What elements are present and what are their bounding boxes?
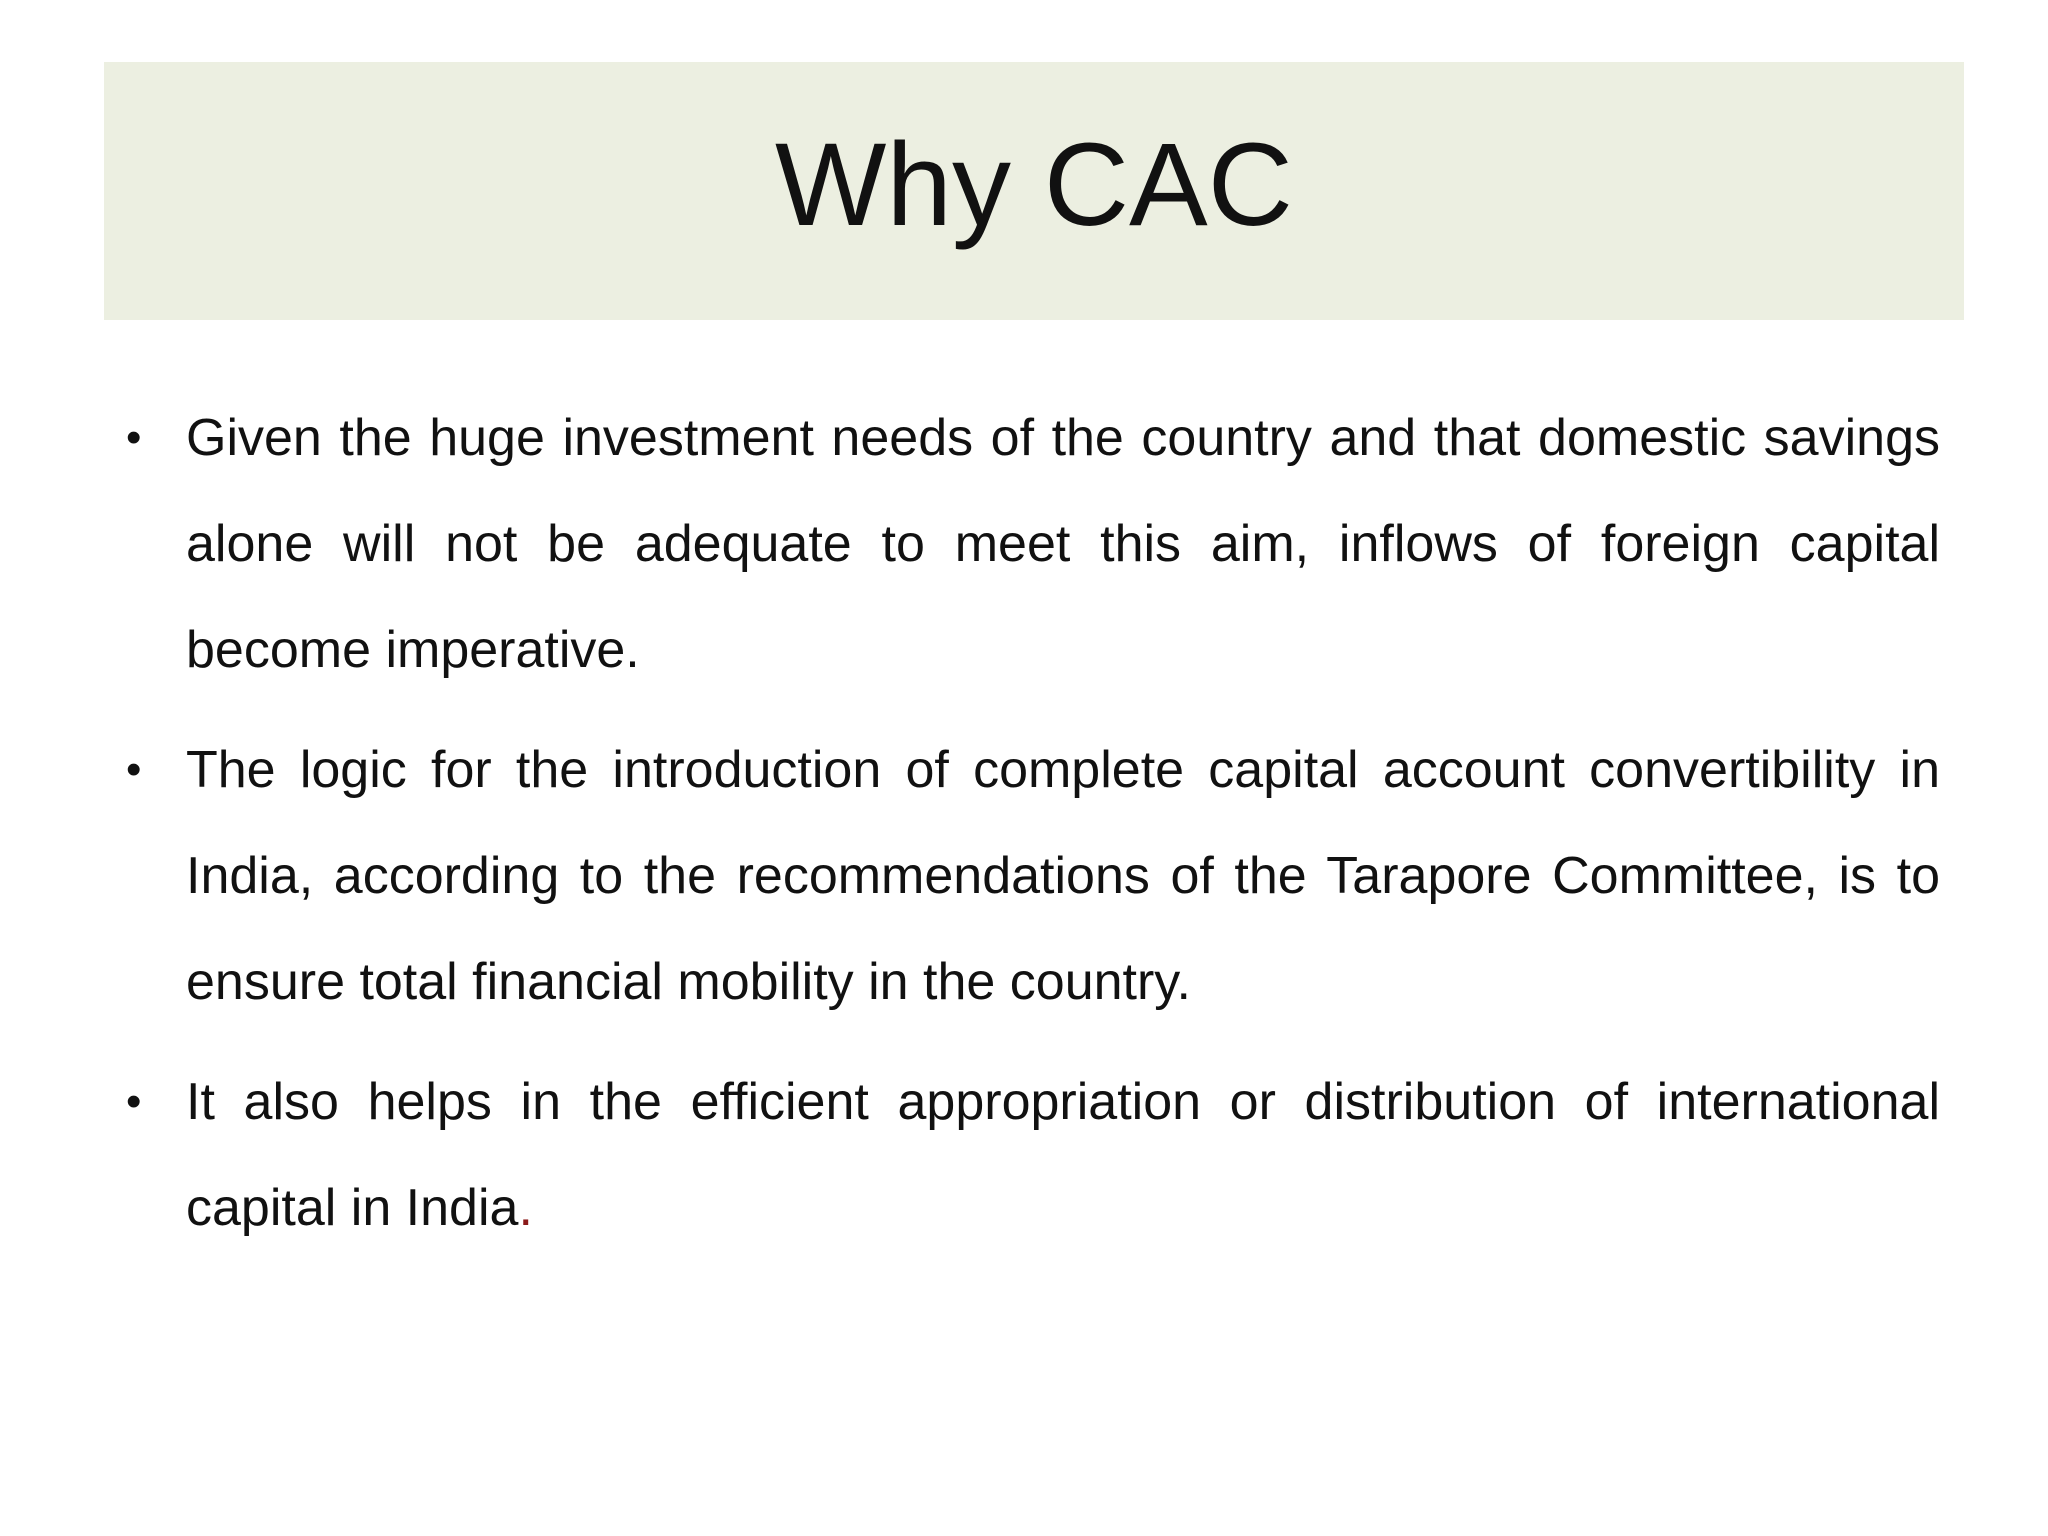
- title-band: [104, 62, 1964, 320]
- bullet-text: The logic for the introduction of complete capital account convertibility in India, according to the recommendations of the Tarapore Committee, is to ensure total financial mobility in the country.: [186, 741, 1940, 1011]
- bullet-list: [120, 385, 1940, 1275]
- bullet-item: [120, 1049, 1940, 1261]
- bullet-text: Given the huge investment needs of the country and that domestic savings alone will not be adequate to meet this aim, inflows of foreign capital become imperative.: [186, 409, 1940, 679]
- bullet-trailing-period: .: [518, 1179, 533, 1237]
- bullet-icon: •: [126, 413, 142, 462]
- bullet-item: [120, 385, 1940, 703]
- bullet-icon: •: [126, 745, 142, 794]
- bullet-text: It also helps in the efficient appropriation or distribution of international capital in India: [186, 1073, 1940, 1237]
- bullet-icon: •: [126, 1077, 142, 1126]
- bullet-item: [120, 717, 1940, 1035]
- slide-title: Why CAC: [775, 119, 1293, 251]
